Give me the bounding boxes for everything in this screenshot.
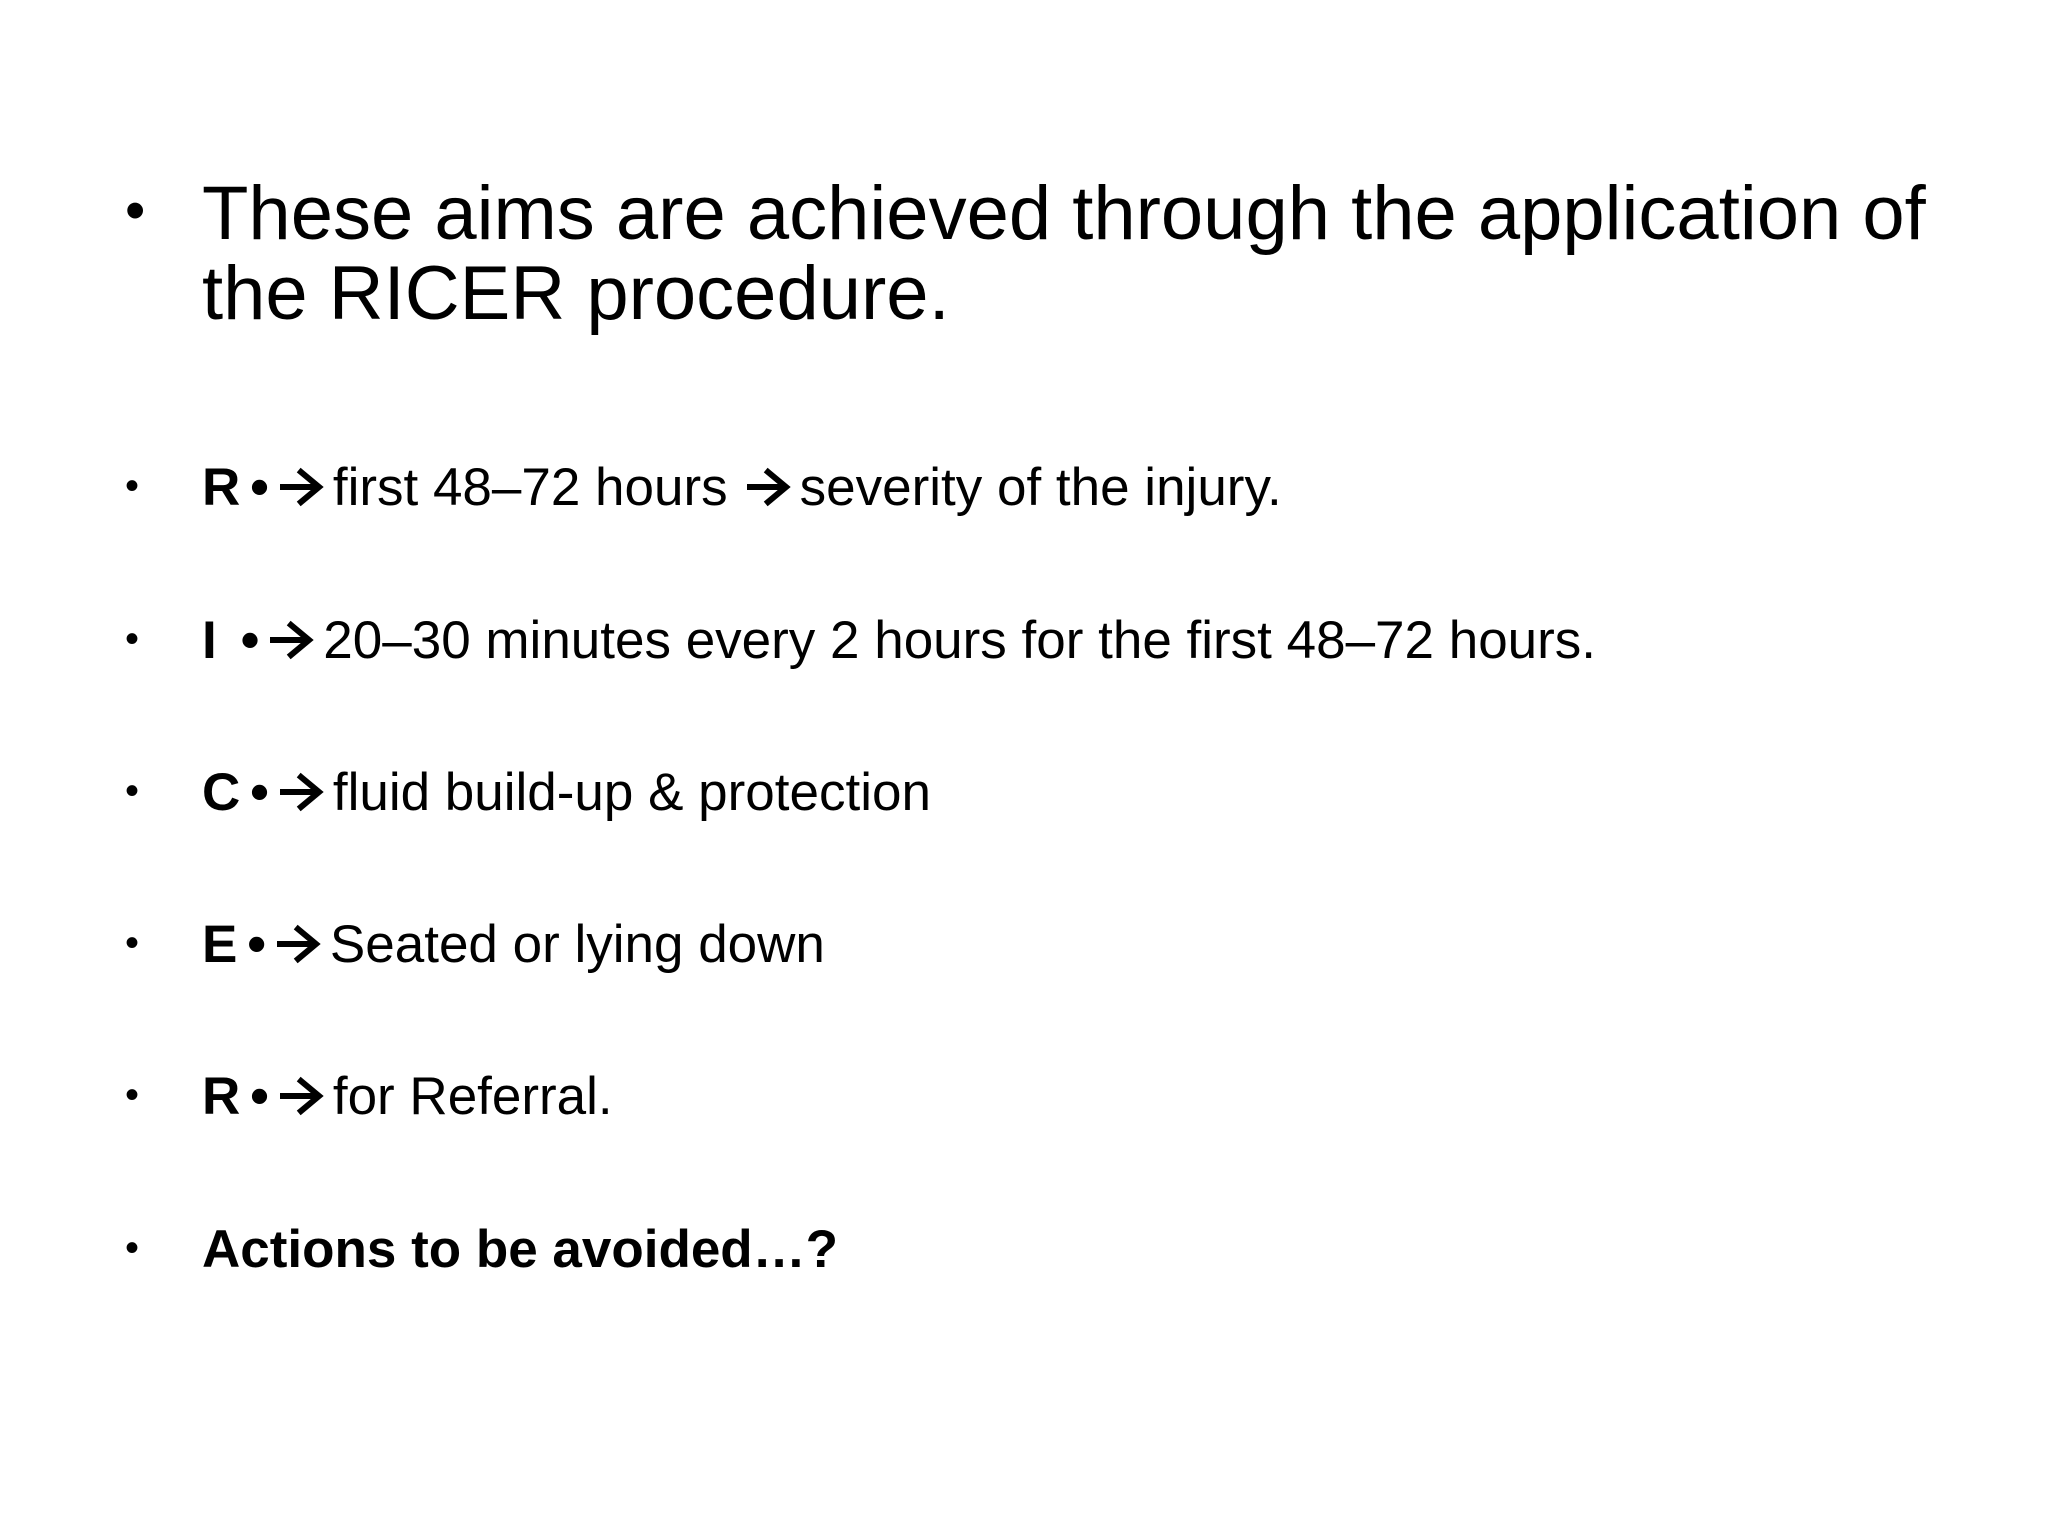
arrow-right-icon bbox=[279, 1076, 327, 1116]
bullet-point: • bbox=[125, 178, 146, 243]
ricer-description-secondary: severity of the injury. bbox=[799, 458, 1282, 517]
bullet-point: • bbox=[125, 769, 140, 813]
arrow-right-icon bbox=[276, 924, 324, 964]
inline-bullet-dot: • bbox=[247, 915, 266, 974]
ricer-description: first 48–72 hours bbox=[332, 458, 728, 517]
arrow-right-icon bbox=[746, 467, 794, 507]
inline-bullet-dot: • bbox=[250, 763, 269, 822]
inline-bullet-dot: • bbox=[250, 1067, 269, 1126]
intro-text: These aims are achieved through the application of the RICER procedure. bbox=[202, 171, 1926, 336]
ricer-letter: I bbox=[202, 611, 217, 670]
ricer-letter: E bbox=[202, 915, 238, 974]
ricer-description: 20–30 minutes every 2 hours for the first 48–72 hours. bbox=[323, 611, 1597, 670]
bullet-point: • bbox=[125, 1073, 140, 1117]
closing-question: Actions to be avoided…? bbox=[202, 1220, 839, 1279]
ricer-letter: C bbox=[202, 763, 241, 822]
ricer-letter: R bbox=[202, 1067, 241, 1126]
ricer-item-text bbox=[202, 763, 1988, 823]
bullet-point: • bbox=[125, 921, 140, 965]
ricer-item-text bbox=[202, 458, 1988, 518]
ricer-description: fluid build-up & protection bbox=[332, 763, 931, 822]
bullet-point: • bbox=[125, 1226, 140, 1270]
ricer-description: for Referral. bbox=[332, 1067, 613, 1126]
bullet-point: • bbox=[125, 464, 140, 508]
arrow-right-icon bbox=[279, 772, 327, 812]
bullet-point: • bbox=[125, 617, 140, 661]
ricer-item-text bbox=[202, 915, 1988, 975]
ricer-description: Seated or lying down bbox=[329, 915, 825, 974]
ricer-item-text bbox=[202, 1067, 1988, 1127]
ricer-item-text bbox=[202, 611, 1988, 671]
arrow-right-icon bbox=[279, 467, 327, 507]
arrow-right-icon bbox=[269, 620, 317, 660]
inline-bullet-dot: • bbox=[250, 458, 269, 517]
ricer-letter: R bbox=[202, 458, 241, 517]
inline-bullet-dot: • bbox=[240, 611, 260, 670]
